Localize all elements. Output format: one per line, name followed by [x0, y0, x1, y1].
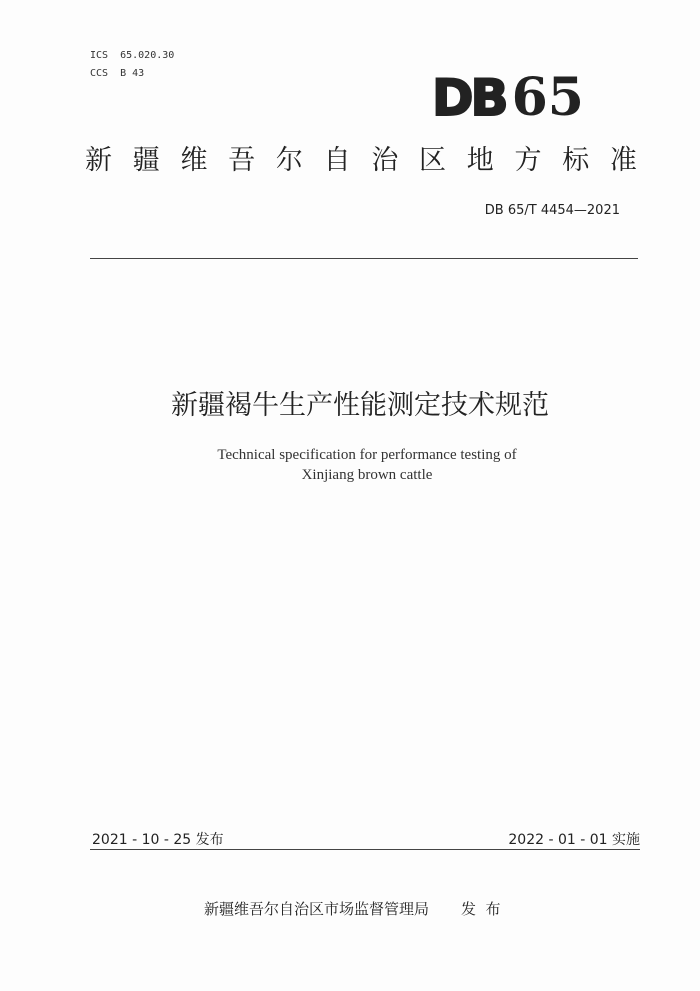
top-divider: [90, 258, 638, 259]
issuer-row: [204, 898, 501, 919]
db-logo-mark: DB: [432, 69, 506, 127]
ccs-code: CCS B 43: [90, 68, 145, 79]
standard-type-char: 治: [371, 145, 399, 176]
db-logo: [432, 67, 587, 128]
standard-type-char: 维: [180, 145, 208, 176]
bottom-divider: [90, 849, 640, 850]
ics-code: ICS 65.020.30: [90, 50, 175, 61]
standard-number: DB 65/T 4454—2021: [484, 203, 620, 218]
standard-type: [85, 143, 637, 179]
issuer-name: 新疆维吾尔自治区市场监督管理局: [204, 900, 430, 918]
standard-type-char: 吾: [228, 145, 256, 176]
db-logo-number: 65: [511, 67, 584, 128]
title-english-line-2: Xinjiang brown cattle: [301, 467, 433, 483]
standard-type-char: 自: [323, 145, 351, 176]
standard-type-char: 地: [466, 145, 494, 176]
standard-type-char: 准: [609, 145, 637, 176]
standard-type-char: 疆: [132, 145, 160, 176]
implementation-date: 2022 - 01 - 01 实施: [508, 832, 640, 848]
title-chinese: 新疆褐牛生产性能测定技术规范: [171, 390, 549, 421]
standard-type-char: 区: [419, 145, 447, 176]
standard-type-char: 尔: [275, 145, 303, 176]
issuer-suffix: 发 布: [461, 900, 501, 918]
standard-type-char: 标: [562, 145, 590, 176]
standard-type-char: 方: [514, 145, 542, 176]
standard-type-char: 新: [85, 145, 112, 176]
title-english-line-1: Technical specification for performance testing of: [217, 447, 517, 463]
issue-date: 2021 - 10 - 25 发布: [92, 832, 224, 848]
